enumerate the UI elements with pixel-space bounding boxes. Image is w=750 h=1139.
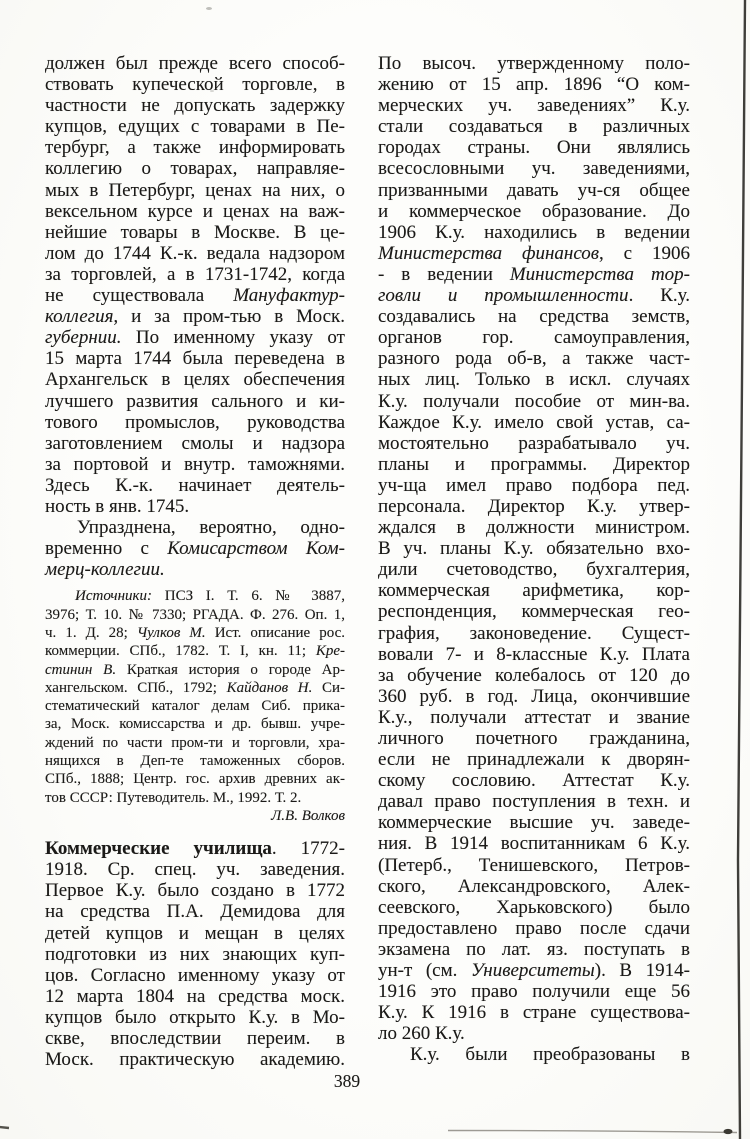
text-run: хангельском. СПб., 1792; [45, 679, 227, 696]
text-line [378, 369, 690, 390]
text-run: лучшего развития сального и ки- [45, 390, 345, 412]
text-line [378, 644, 690, 665]
text-line [378, 665, 690, 686]
text-line [378, 433, 690, 454]
text-run: персонала. Директор К.у. утвер- [378, 495, 690, 517]
text-line [45, 789, 345, 807]
text-line [45, 369, 345, 390]
text-line [378, 306, 690, 327]
text-run: графия, законоведение. Сущест- [378, 622, 690, 644]
text-run: городах страны. Они являлись [378, 137, 690, 159]
text-run: за обучение колебалось от 120 до [378, 664, 690, 686]
text-line [45, 1007, 345, 1028]
text-run: 15 марта 1744 была переведена в [45, 348, 345, 370]
text-line [45, 95, 345, 116]
italic-text-run: Кайданов Н. [226, 679, 313, 696]
text-run: должен был прежде всего способ- [45, 53, 345, 74]
text-line [45, 715, 345, 733]
dust-speck [62, 88, 66, 90]
text-line [45, 496, 345, 517]
italic-text-run: мерц-коллегии. [45, 559, 165, 581]
text-run: нейшие товары в Москве. В це- [45, 221, 345, 243]
text-line [45, 859, 345, 880]
text-run: давал право поступления в техн. и [378, 791, 690, 813]
text-run: ского, Александровского, Алек- [378, 875, 690, 897]
text-run: и коммерческое образование. До [378, 200, 690, 222]
text-line [45, 391, 345, 412]
text-run: Первое К.у. было создано в 1772 [45, 880, 345, 902]
text-line [378, 74, 690, 95]
text-run: органов гор. самоуправления, [378, 327, 690, 349]
text-line [45, 412, 345, 433]
text-run: тового промыслов, руководства [45, 411, 345, 433]
text-run: ность в янв. 1745. [45, 495, 190, 517]
text-run: Краткая история о городе Ар- [116, 661, 345, 678]
text-run: . К.у. [628, 285, 690, 307]
text-line [45, 517, 345, 538]
text-run: стематический каталог делам Сиб. прика- [45, 698, 345, 715]
text-run: ПСЗ I. Т. 6. № 3887, [152, 588, 345, 605]
text-run: скому сословию. Аттестат К.у. [378, 770, 690, 792]
text-line [45, 606, 345, 624]
italic-text-run: Университеты [470, 960, 595, 982]
text-line [45, 243, 345, 264]
text-run: Ист. описание рос. [205, 624, 345, 641]
text-run: скве, впоследствии переим. в [45, 1028, 345, 1050]
text-line [378, 285, 690, 306]
left-column [45, 53, 345, 1070]
text-line [378, 1002, 690, 1023]
text-line [45, 642, 345, 660]
text-line [378, 559, 690, 580]
scan-scratch-bottom [448, 1131, 737, 1133]
text-run: 360 руб. в год. Лица, окончившие [378, 685, 690, 707]
text-line [45, 944, 345, 965]
text-run: вовали 7- и 8-классные К.у. Плата [378, 643, 690, 665]
italic-text-run: Министерства тор- [509, 263, 690, 285]
text-line [45, 770, 345, 788]
text-line [378, 981, 690, 1002]
text-line [45, 559, 345, 580]
text-run: подготовки из них знающих куп- [45, 943, 345, 965]
text-run: на средства П.А. Демидова для [45, 901, 345, 923]
text-line [45, 679, 345, 697]
text-run: - в ведении [378, 263, 510, 285]
text-run: ствовать купеческой торговле, в [45, 74, 345, 96]
text-line [378, 264, 690, 285]
text-line [45, 901, 345, 922]
text-line [45, 116, 345, 137]
text-line [378, 201, 690, 222]
text-line [378, 391, 690, 412]
text-line [45, 475, 345, 496]
text-run: жению от 15 апр. 1896 “О ком- [378, 74, 690, 96]
text-run: мерческих уч. заведениях” К.у. [378, 95, 690, 117]
text-line [378, 538, 690, 559]
text-line [378, 770, 690, 791]
page-number: 389 [333, 1071, 361, 1091]
text-run: К.у. были преобразованы в [410, 1044, 690, 1066]
text-line [378, 158, 690, 179]
text-run: ждений по части пром-ти и торговли, хра- [45, 734, 345, 751]
italic-text-run: стинин В. [45, 661, 117, 678]
text-run: СПб., 1888; Центр. гос. архив древних ак- [45, 771, 345, 788]
text-line [45, 1028, 345, 1049]
text-line [45, 838, 345, 859]
text-line [45, 285, 345, 306]
text-run: за, Моск. комиссарства и др. бывш. учре- [45, 716, 345, 733]
text-run: не существовала [45, 285, 234, 307]
text-line [378, 327, 690, 348]
text-line [45, 222, 345, 243]
italic-text-run: говли и промышленности [378, 285, 629, 307]
text-run: Моск. практическую академию. [45, 1049, 345, 1071]
text-line [45, 74, 345, 95]
text-line [378, 601, 690, 622]
text-run: Каждое К.у. имело свой устав, са- [378, 411, 690, 433]
text-run: , с 1906 [599, 242, 690, 264]
italic-text-run: Комисарством Ком- [167, 538, 345, 560]
text-line [378, 939, 690, 960]
text-line [378, 116, 690, 137]
text-line [45, 264, 345, 285]
text-run: ч. 1. Д. 28; [45, 624, 137, 641]
text-run: дили счетоводство, бухгалтерия, [378, 559, 690, 581]
text-run: 1906 К.у. находились в ведении [378, 221, 690, 243]
text-run: ). В 1914- [594, 960, 690, 982]
text-run: личного почетного гражданина, [378, 728, 690, 749]
text-line [45, 661, 345, 679]
text-line [45, 587, 345, 605]
text-line [378, 517, 690, 538]
text-run: коммерческая арифметика, кор- [378, 580, 690, 602]
text-line [378, 475, 690, 496]
text-run: ун-т (см. [378, 960, 471, 982]
text-line [378, 623, 690, 644]
text-line [45, 807, 345, 825]
text-run: нящихся в Деп-те таможенных сборов. [45, 753, 345, 770]
text-line [378, 454, 690, 475]
text-block-para [378, 1044, 690, 1065]
text-run: ния. В 1914 воспитанникам 6 К.у. [378, 833, 690, 855]
text-block-entry [45, 838, 345, 1070]
text-run: если не принадлежали к дворян- [378, 749, 690, 771]
text-run: предоставлено право после сдачи [378, 917, 690, 939]
text-line [45, 348, 345, 369]
text-line [45, 1049, 345, 1070]
text-run: По именному указу от [121, 327, 345, 349]
text-run: коммерческие высшие уч. заведе- [378, 812, 690, 834]
text-run: коллегию о товарах, направляе- [45, 158, 345, 180]
text-run: вексельном курсе и ценах на важ- [45, 200, 345, 222]
text-line [378, 222, 690, 243]
text-run: купцов, едущих с товарами в Пе- [45, 116, 345, 138]
text-run: 12 марта 1804 на средства моск. [45, 985, 345, 1007]
text-run: призванными давать уч-ся общее [378, 179, 690, 201]
text-line [45, 965, 345, 986]
text-line [45, 454, 345, 475]
text-run: К.у. получали пособие от мин-ва. [378, 390, 690, 412]
text-run: коммерции. СПб., 1782. Т. I, кн. 11; [45, 643, 316, 660]
text-line [45, 158, 345, 179]
text-line [378, 580, 690, 601]
text-line [378, 833, 690, 854]
italic-text-run: губернии. [45, 327, 122, 349]
italic-text-run: Источники: [75, 588, 153, 605]
text-line [378, 137, 690, 158]
text-run: 1918. Ср. спец. уч. заведения. [45, 859, 345, 881]
text-line [378, 707, 690, 728]
text-run: цов. Согласно именному указу от [45, 964, 345, 986]
text-line [378, 812, 690, 833]
italic-text-run: коллегия, [45, 306, 119, 328]
text-line [378, 960, 690, 981]
text-block-para [378, 53, 690, 1044]
text-line [45, 734, 345, 752]
dust-speck [206, 7, 212, 10]
text-run: К.у., получали аттестат и звание [378, 706, 690, 728]
right-column [378, 53, 690, 1066]
text-line [45, 986, 345, 1007]
text-run: ло 260 К.у. [378, 1023, 465, 1045]
text-run: лом до 1744 К.-к. ведала надзором [45, 242, 345, 264]
ink-blob [724, 1129, 733, 1134]
text-line [45, 880, 345, 901]
text-line [45, 306, 345, 327]
text-run: Л.В. Волков [271, 807, 345, 824]
text-run: и за пром-тью в Моск. [118, 306, 345, 328]
text-line [378, 243, 690, 264]
text-run: Здесь К.-к. начинает деятель- [45, 474, 345, 496]
text-line [378, 876, 690, 897]
text-line [45, 201, 345, 222]
text-line [45, 433, 345, 454]
text-run: временно с [45, 538, 168, 560]
text-line [378, 496, 690, 517]
text-run: тербург, а также информировать [45, 137, 345, 159]
text-line [378, 791, 690, 812]
text-line [378, 412, 690, 433]
text-line [45, 624, 345, 642]
text-line [45, 538, 345, 559]
bold-text-run: Коммерческие училища [45, 838, 272, 860]
text-run: Си- [312, 679, 345, 696]
text-run: . 1772- [271, 838, 345, 860]
text-run: купцов было открыто К.у. в Мо- [45, 1006, 345, 1028]
text-run: ждался в должности министром. [378, 517, 690, 539]
text-run: Архангельск в целях обеспечения [45, 369, 345, 391]
text-line [378, 897, 690, 918]
text-line [378, 686, 690, 707]
text-line [378, 348, 690, 369]
text-run: создавались на средства земств, [378, 306, 690, 328]
text-line [45, 327, 345, 348]
text-line [378, 918, 690, 939]
book-spine-edge-line [738, 0, 745, 1139]
text-run: сеевского, Харьковского) было [378, 896, 690, 918]
text-run: (Петерб., Тенишевского, Петров- [378, 854, 690, 876]
text-line [378, 95, 690, 116]
dust-speck [210, 90, 214, 92]
text-line [378, 749, 690, 770]
text-line [45, 180, 345, 201]
text-run: респонденция, коммерческая гео- [378, 601, 690, 623]
italic-text-run: Министерства финансов [378, 242, 600, 264]
text-block-sources [45, 587, 345, 807]
text-run: разного рода об-в, а также част- [378, 348, 690, 370]
text-line [45, 752, 345, 770]
text-run: частности не допускать задержку [45, 95, 345, 117]
text-line [45, 923, 345, 944]
text-run: всесословными уч. заведениями, [378, 158, 690, 180]
text-line [378, 53, 690, 74]
text-block-para [45, 53, 345, 517]
text-block-para [45, 517, 345, 580]
text-run: мостоятельно разрабатывало уч. [378, 432, 690, 454]
text-run: уч-ща имел право подбора пед. [378, 474, 690, 496]
text-line [378, 855, 690, 876]
text-run: По высоч. утвержденному поло- [378, 53, 690, 74]
text-run: 1916 это право получили еще 56 [378, 981, 690, 1003]
text-run: мых в Петербург, ценах на них, о [45, 179, 345, 201]
corner-mark [0, 1127, 9, 1128]
text-run: стали создаваться в различных [378, 116, 690, 138]
text-run: за торговлей, а в 1731-1742, когда [45, 263, 345, 285]
italic-text-run: Чулков М. [136, 624, 206, 641]
text-run: заготовлением смолы и надзора [45, 432, 345, 454]
text-run: К.у. К 1916 в стране существова- [378, 1002, 690, 1024]
text-line [45, 137, 345, 158]
text-run: ных лиц. Только в искл. случаях [378, 369, 690, 391]
text-line [378, 728, 690, 749]
text-run: планы и программы. Директор [378, 453, 690, 475]
text-line [378, 180, 690, 201]
text-line [378, 1023, 690, 1044]
text-line [45, 697, 345, 715]
text-line [378, 1044, 690, 1065]
italic-text-run: Мануфактур- [233, 285, 345, 307]
text-run: 3976; Т. 10. № 7330; РГАДА. Ф. 276. Оп. 1, [45, 606, 345, 623]
text-run: В уч. планы К.у. обязательно вхо- [378, 538, 690, 560]
text-run: за портовой и внутр. таможнями. [45, 453, 345, 475]
text-run: детей купцов и мещан в целях [45, 922, 345, 944]
text-line [45, 53, 345, 74]
text-block-author [45, 807, 345, 825]
text-run: экзамена по лат. яз. поступать в [378, 938, 690, 960]
text-run: тов СССР: Путеводитель. М., 1992. Т. 2. [45, 789, 302, 806]
text-run: Упразднена, вероятно, одно- [77, 517, 345, 539]
italic-text-run: Кре- [315, 643, 345, 660]
